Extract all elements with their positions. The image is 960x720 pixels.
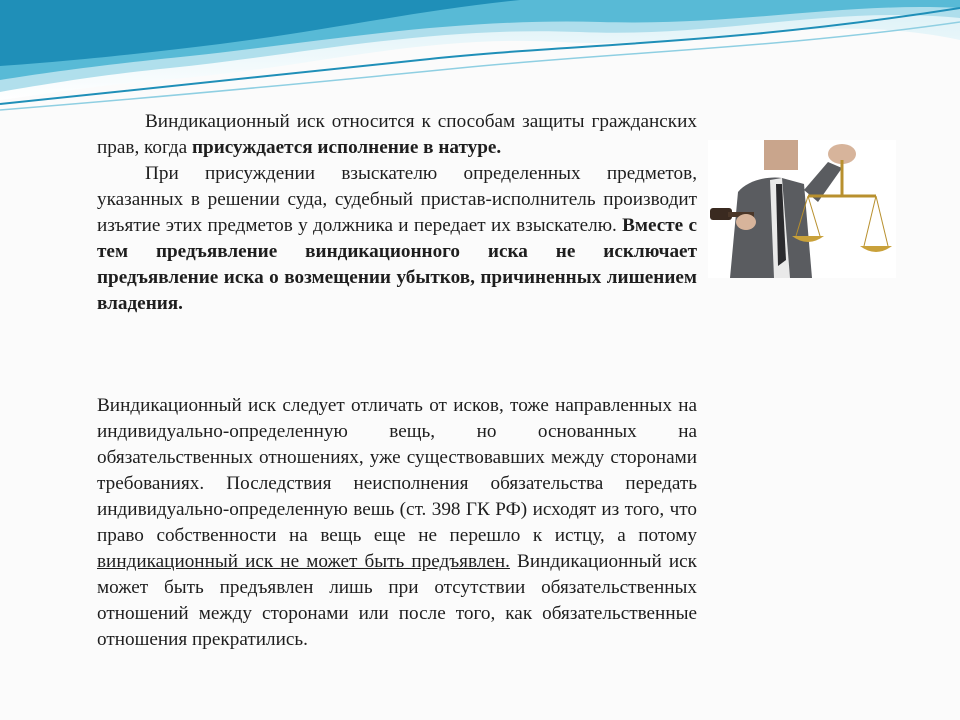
text-block-top	[97, 109, 697, 317]
paragraph-1	[97, 109, 697, 161]
paragraph-2-bold: Вместе с тем предъявление виндикационного иска не исключает предъявление иска о возмещении убытков, причиненных лишением владения.	[97, 215, 697, 314]
lawyer-with-scales-icon	[708, 140, 896, 278]
lawyer-scales-photo	[708, 140, 896, 278]
header-wave-decoration	[0, 0, 960, 120]
paragraph-1-text: Виндикационный иск относится к способам защиты гражданских прав, когда	[97, 111, 697, 158]
paragraph-2	[97, 161, 697, 317]
paragraph-3-underlined: виндикационный иск не может быть предъявлен.	[97, 551, 510, 572]
paragraph-2-text: При присуждении взыскателю определенных предметов, указанных в решении суда, судебный пристав-исполнитель производит изъятие этих предметов у должника и передает их взыскателю.	[97, 163, 697, 236]
paragraph-3-tail: Виндикационный иск может быть предъявлен лишь при отсутствии обязательственных отношений между сторонами или после того, как обязательственные отношения прекратились.	[97, 551, 697, 650]
text-block-bottom	[97, 393, 697, 653]
paragraph-1-bold: присуждается исполнение в натуре.	[191, 137, 502, 158]
paragraph-3-text: Виндикационный иск следует отличать от исков, тоже направленных на индивидуально-определенную вещь, но основанных на обязательственных отношениях, уже существовавших между сторонами требованиях. Последствия неисполнения обязательства передать индивидуально-определенную вешь (ст. 398 ГК РФ) исходят из того, что право собственности на вещь еще не перешло к истцу, а потому	[97, 395, 697, 546]
paragraph-3	[97, 393, 697, 653]
